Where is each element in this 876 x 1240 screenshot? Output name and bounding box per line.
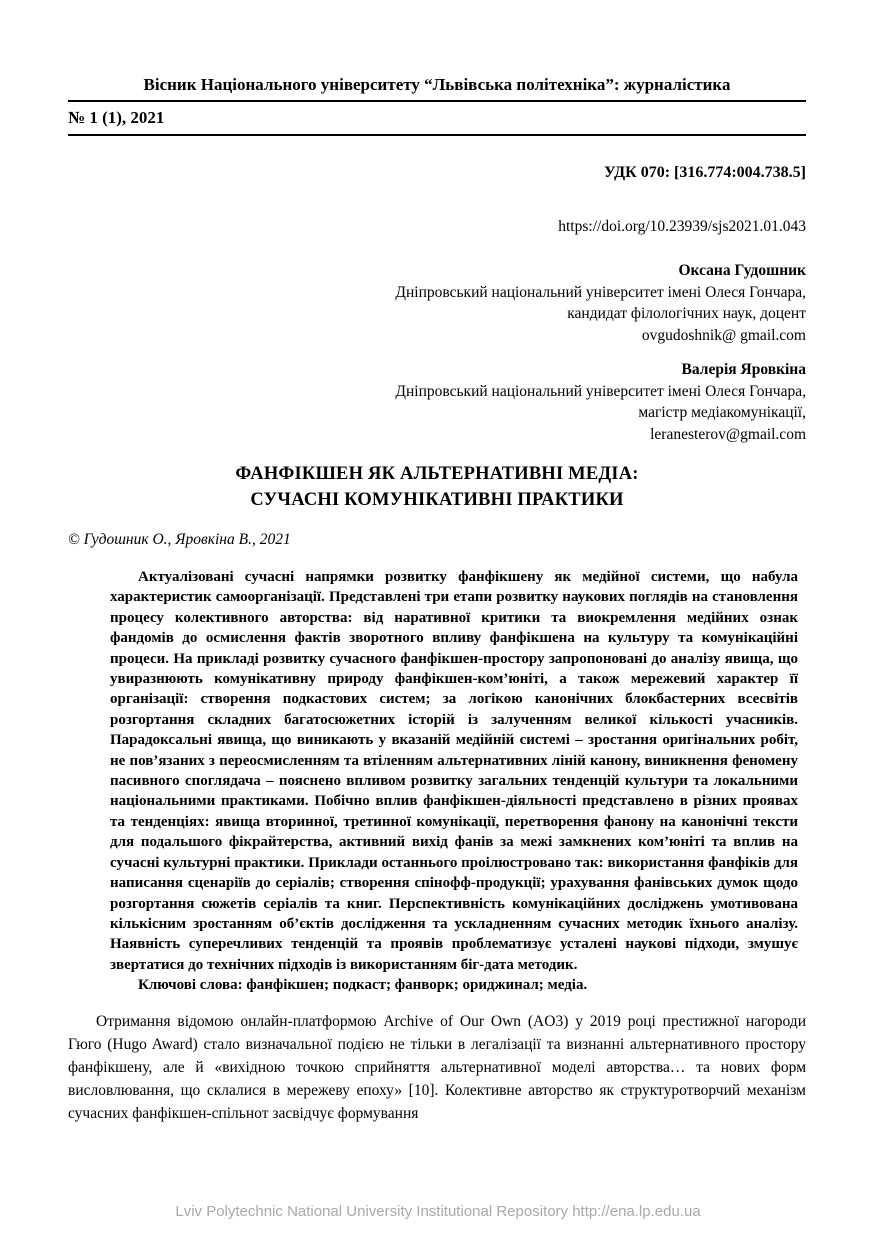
author-email: leranesterov@gmail.com bbox=[650, 425, 806, 443]
author-name: Валерія Яровкіна bbox=[681, 361, 806, 378]
keywords-label: Ключові слова bbox=[138, 977, 238, 994]
author-affiliation: Дніпровський національний університет імені Олеся Гончара, bbox=[395, 283, 806, 301]
author-name: Оксана Гудошник bbox=[678, 262, 806, 279]
body-paragraph: Отримання відомою онлайн-платформою Archive of Our Own (AO3) у 2019 році престижної нагороди Гюго (Hugo Award) стало визначальної подією не тільки в легалізації та визнанні альтернативного простору фанфікшену, але й «вихідною точкою сприйняття альтернативної моделі авторства… та нових форм висловлювання, що склалися в мережеву епоху» [10]. Колективне авторство як структуротворчий механізм сучасних фанфікшен-спільнот засвідчує формування bbox=[68, 1012, 806, 1122]
abstract-text: Актуалізовані сучасні напрямки розвитку фанфікшену як медійної системи, що набула характеристик самоорганізації. Представлені три етапи розвитку наукових поглядів на становлення процесу колективного авторства: від наративної критики та виокремлення медійних ознак фандомів до осмислення фактів зворотного впливу фанфікшена на культуру та комунікаційні процеси. На прикладі розвитку сучасного фанфікшен-простору запропоновані до аналізу явища, що увиразнюють комунікативну природу фанфікшен-ком’юніті, а також мережевий характер її організації: створення подкастових систем; за логікою канонічних блокбастерних всесвітів розгортання складних багатосюжетних історій із залученням великої кількості учасників. Парадоксальні явища, що виникають у вказаній медійній системі – зростання оригінальних робіт, не пов’язаних з переосмисленням та втіленням альтернативних ліній канону, виникнення феномену пасивного споглядача – пояснено впливом розвитку загальних тенденцій культури та локальними національними практиками. Побічно вплив фанфікшен-діяльності представлено в різних проявах та тенденціях: явища вторинної, третинної комунікації, перетворення фанону на канонічні тексти для подальшого фікрайтерства, активний вихід фанів за межі замкнених ком’юніті та вплив на сучасні культурні практики. Приклади останнього проілюстровано так: використання фанфіків для написання сценаріїв до серіалів; створення спінофф-продукції; урахування фанівських думок щодо розгортання сюжетів серіалів та книг. Перспективність комунікаційних досліджень умотивована кількісним зростанням об’єктів дослідження та ускладненням сучасних методик їхнього аналізу. Наявність суперечливих тенденцій та проявів проблематизує усталені наукові підходи, змушує звертатися до технічних підходів із використанням біг-дата методик. bbox=[110, 569, 798, 973]
author-block bbox=[68, 359, 806, 445]
abstract-block bbox=[110, 567, 798, 996]
footer-text: Lviv Polytechnic National University Institutional Repository http://ena.lp.edu.ua bbox=[175, 1203, 701, 1220]
article-title bbox=[68, 461, 806, 513]
author-role: кандидат філологічних наук, доцент bbox=[567, 305, 806, 322]
article-title-line2: СУЧАСНІ КОМУНІКАТИВНІ ПРАКТИКИ bbox=[250, 490, 624, 510]
repository-watermark bbox=[0, 1203, 876, 1220]
copyright-line: © Гудошник О., Яровкіна В., 2021 bbox=[68, 531, 291, 548]
udc-code: УДК 070: [316.774:004.738.5] bbox=[603, 164, 806, 181]
author-affiliation: Дніпровський національний університет імені Олеся Гончара, bbox=[395, 382, 806, 400]
keywords-text: : фанфікшен; подкаст; фанворк; ориджинал; медіа. bbox=[237, 977, 588, 994]
article-title-line1: ФАНФІКШЕН ЯК АЛЬТЕРНАТИВНІ МЕДІА: bbox=[235, 464, 639, 484]
doi-link[interactable]: https://doi.org/10.23939/sjs2021.01.043 bbox=[558, 218, 806, 235]
author-block bbox=[68, 260, 806, 346]
author-role: магістр медіакомунікації, bbox=[638, 404, 806, 421]
journal-title: Вісник Національного університету “Львівська політехніка”: журналістика bbox=[68, 74, 806, 102]
issue-number: № 1 (1), 2021 bbox=[68, 102, 806, 136]
keywords-line bbox=[110, 975, 798, 995]
author-email: ovgudoshnik@ gmail.com bbox=[641, 326, 806, 344]
